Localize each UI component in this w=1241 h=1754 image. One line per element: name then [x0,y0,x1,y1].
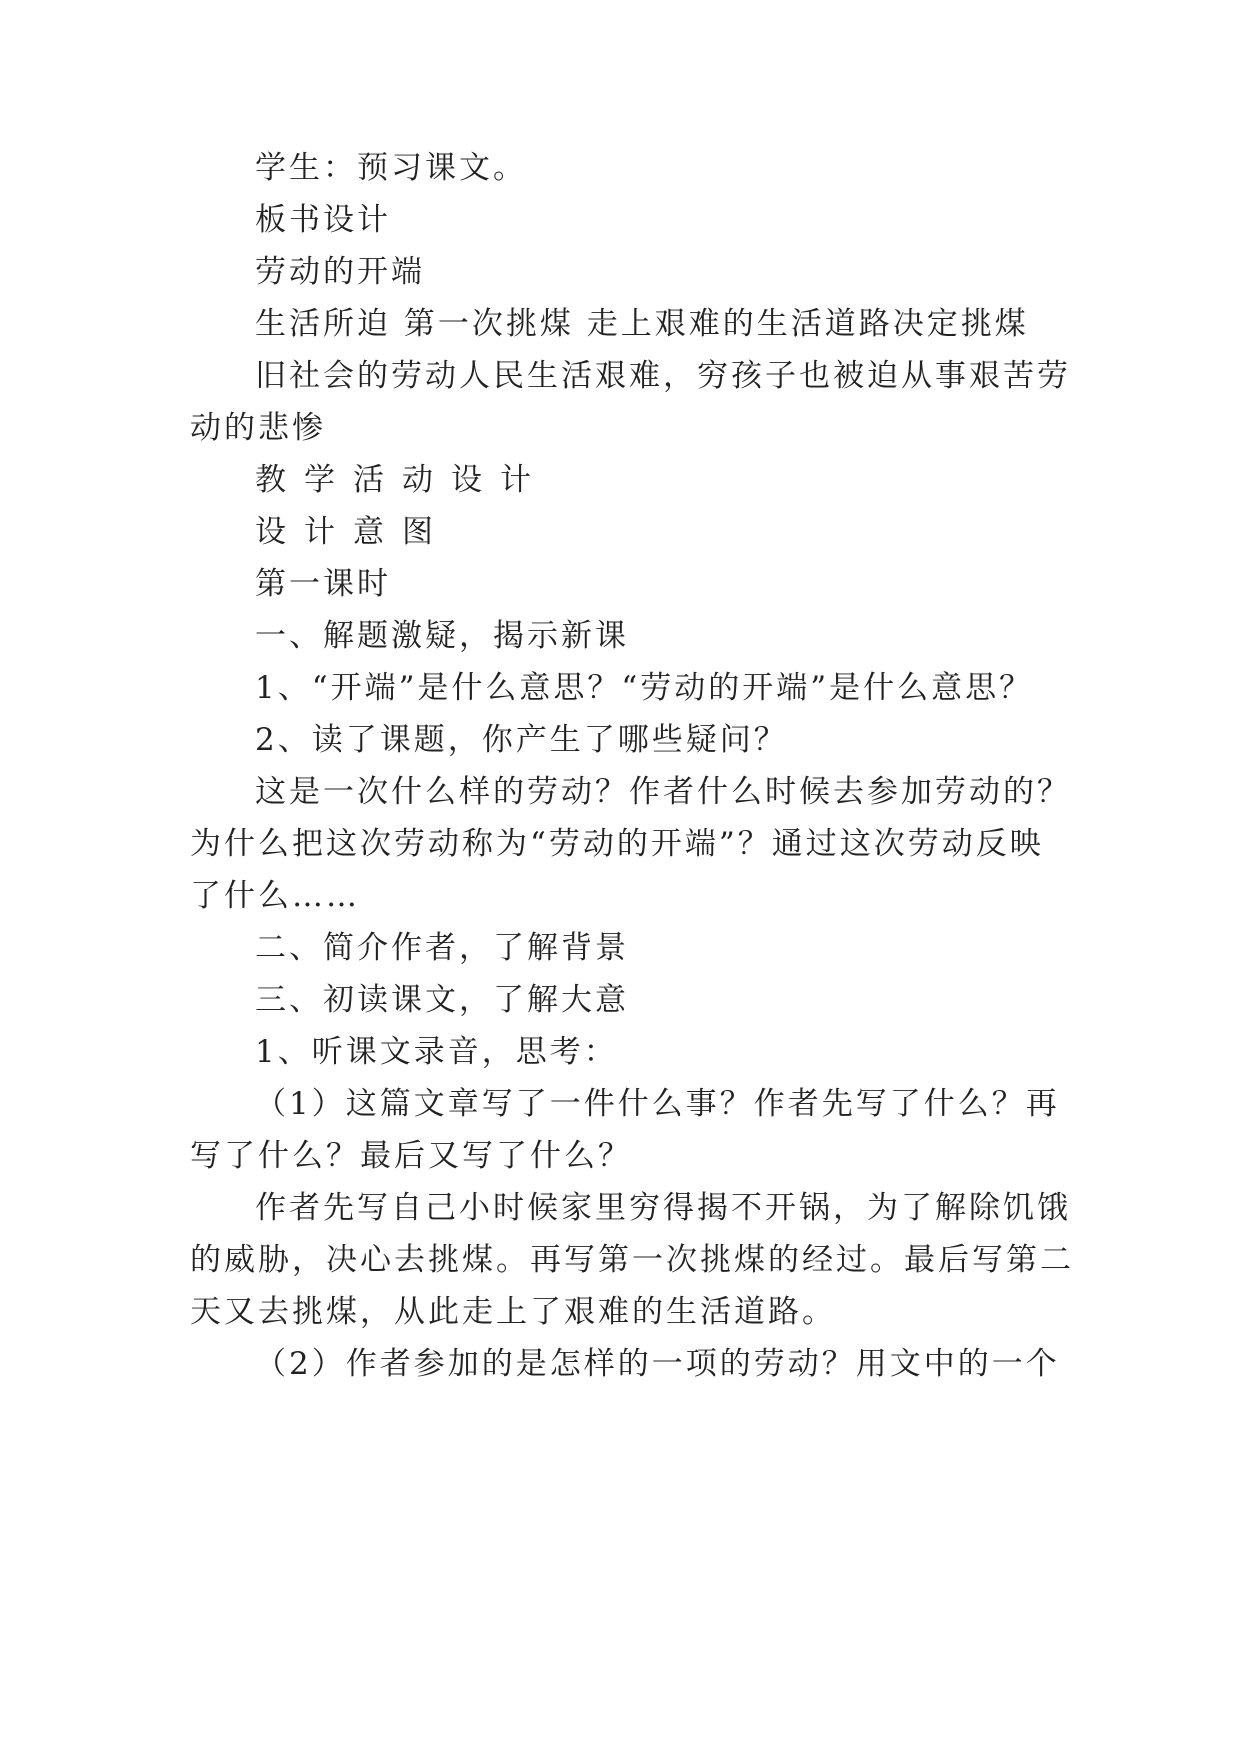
question-1-line: 1、“开端”是什么意思？“劳动的开端”是什么意思？ [255,670,1034,706]
blackboard-outline-line: 生活所迫 第一次挑煤 走上艰难的生活道路决定挑煤 [255,306,1029,342]
section-two-heading: 二、简介作者，了解背景 [255,930,629,966]
blackboard-design-heading: 板书设计 [255,202,391,238]
listening-task-line: 1、听课文录音，思考： [255,1034,618,1070]
first-lesson-heading: 第一课时 [255,566,391,602]
answer-paragraph-line-1: 作者先写自己小时候家里穷得揭不开锅，为了解除饥饿 [255,1190,1071,1226]
section-one-heading: 一、解题激疑，揭示新课 [255,618,629,654]
summary-paragraph-line-2: 动的悲惨 [190,410,326,446]
teaching-activity-heading: 教学活动设计 [255,462,549,498]
lesson-title: 劳动的开端 [255,254,425,290]
questions-paragraph-line-1: 这是一次什么样的劳动？作者什么时候去参加劳动的？ [255,774,1071,810]
subquestion-2-line: （2）作者参加的是怎样的一项的劳动？用文中的一个 [255,1346,1060,1382]
answer-paragraph-line-3: 天又去挑煤，从此走上了艰难的生活道路。 [190,1294,836,1330]
answer-paragraph-line-2: 的威胁，决心去挑煤。再写第一次挑煤的经过。最后写第二 [190,1242,1074,1278]
subquestion-1-line-2: 写了什么？最后又写了什么？ [190,1138,632,1174]
section-three-heading: 三、初读课文，了解大意 [255,982,629,1018]
questions-paragraph-line-2: 为什么把这次劳动称为“劳动的开端”？通过这次劳动反映 [190,826,1044,862]
subquestion-1-line-1: （1）这篇文章写了一件什么事？作者先写了什么？再 [255,1086,1060,1122]
design-intent-heading: 设计意图 [255,514,451,550]
questions-paragraph-line-3: 了什么…… [190,878,360,914]
question-2-line: 2、读了课题，你产生了哪些疑问？ [255,722,788,758]
summary-paragraph-line-1: 旧社会的劳动人民生活艰难，穷孩子也被迫从事艰苦劳 [255,358,1071,394]
preparation-line: 学生：预习课文。 [255,150,527,186]
